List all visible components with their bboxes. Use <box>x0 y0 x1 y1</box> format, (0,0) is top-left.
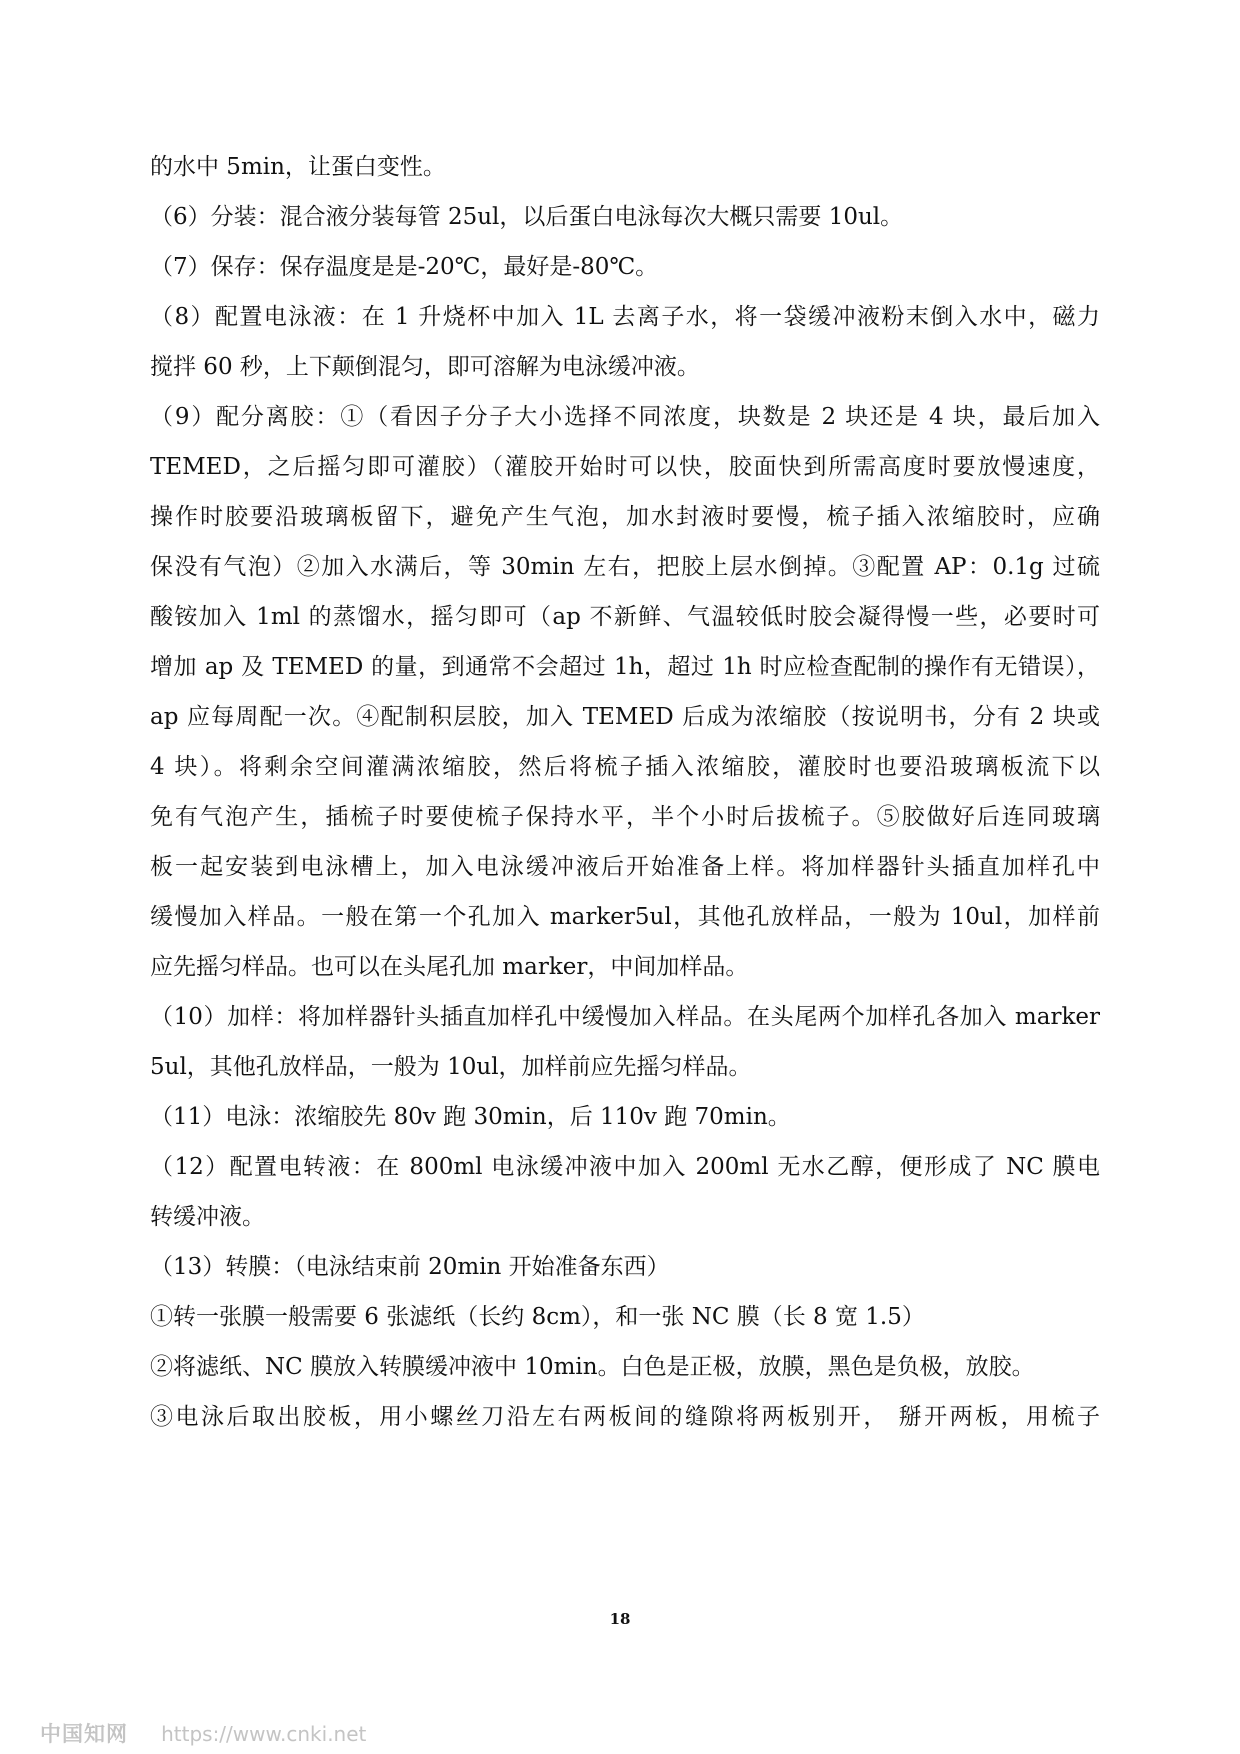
page-number: 18 <box>609 1610 631 1628</box>
text-line: （13）转膜：（电泳结束前 20min 开始准备东西） <box>150 1254 670 1280</box>
text-line: 保没有气泡）②加入水满后，等 30min 左右，把胶上层水倒掉。③配置 AP：0.1g 过硫 <box>150 554 1100 580</box>
text-line: ②将滤纸、NC 膜放入转膜缓冲液中 10min。白色是正极，放膜，黑色是负极，放胶。 <box>150 1354 1035 1380</box>
text-line: （8）配置电泳液：在 1 升烧杯中加入 1L 去离子水，将一袋缓冲液粉末倒入水中，磁力 <box>150 304 1100 330</box>
watermark-url: https://www.cnki.net <box>161 1722 367 1746</box>
text-line: （10）加样：将加样器针头插直加样孔中缓慢加入样品。在头尾两个加样孔各加入 marker <box>150 1004 1100 1030</box>
text-line: （11）电泳：浓缩胶先 80v 跑 30min，后 110v 跑 70min。 <box>150 1104 791 1130</box>
text-line: （6）分装：混合液分装每管 25ul，以后蛋白电泳每次大概只需要 10ul。 <box>150 204 904 230</box>
text-line: 操作时胶要沿玻璃板留下，避免产生气泡，加水封液时要慢，梳子插入浓缩胶时，应确 <box>150 504 1100 530</box>
text-line: ③电泳后取出胶板，用小螺丝刀沿左右两板间的缝隙将两板别开， 掰开两板，用梳子 <box>150 1404 1100 1430</box>
watermark-name: 中国知网 <box>40 1722 128 1746</box>
text-line: 的水中 5min，让蛋白变性。 <box>150 154 446 180</box>
text-line: ①转一张膜一般需要 6 张滤纸（长约 8cm），和一张 NC 膜（长 8 宽 1.5） <box>150 1304 925 1330</box>
text-line: （9）配分离胶：①（看因子分子大小选择不同浓度，块数是 2 块还是 4 块，最后加入 <box>150 404 1100 430</box>
text-line: 应先摇匀样品。也可以在头尾孔加 marker，中间加样品。 <box>150 954 749 980</box>
text-line: 酸铵加入 1ml 的蒸馏水，摇匀即可（ap 不新鲜、气温较低时胶会凝得慢一些，必要时可 <box>150 604 1100 630</box>
text-line: 免有气泡产生，插梳子时要使梳子保持水平，半个小时后拔梳子。⑤胶做好后连同玻璃 <box>150 804 1100 830</box>
text-line: 搅拌 60 秒，上下颠倒混匀，即可溶解为电泳缓冲液。 <box>150 354 700 380</box>
text-line: （7）保存：保存温度是是-20℃，最好是-80℃。 <box>150 254 659 280</box>
watermark <box>40 1718 366 1748</box>
text-line: 增加 ap 及 TEMED 的量，到通常不会超过 1h，超过 1h 时应检查配制的操作有无错误）， <box>150 654 1100 680</box>
text-line: 5ul，其他孔放样品，一般为 10ul，加样前应先摇匀样品。 <box>150 1054 752 1080</box>
text-line: 板一起安装到电泳槽上，加入电泳缓冲液后开始准备上样。将加样器针头插直加样孔中 <box>150 854 1100 880</box>
text-line: （12）配置电转液：在 800ml 电泳缓冲液中加入 200ml 无水乙醇，便形成了 NC 膜电 <box>150 1154 1100 1180</box>
text-line: 转缓冲液。 <box>150 1204 265 1230</box>
text-line: ap 应每周配一次。④配制积层胶，加入 TEMED 后成为浓缩胶（按说明书，分有 2 块或 <box>150 704 1100 730</box>
text-line: TEMED，之后摇匀即可灌胶）（灌胶开始时可以快，胶面快到所需高度时要放慢速度， <box>150 454 1100 480</box>
text-line: 4 块）。将剩余空间灌满浓缩胶，然后将梳子插入浓缩胶，灌胶时也要沿玻璃板流下以 <box>150 754 1100 780</box>
text-line: 缓慢加入样品。一般在第一个孔加入 marker5ul，其他孔放样品，一般为 10ul，加样前 <box>150 904 1100 930</box>
